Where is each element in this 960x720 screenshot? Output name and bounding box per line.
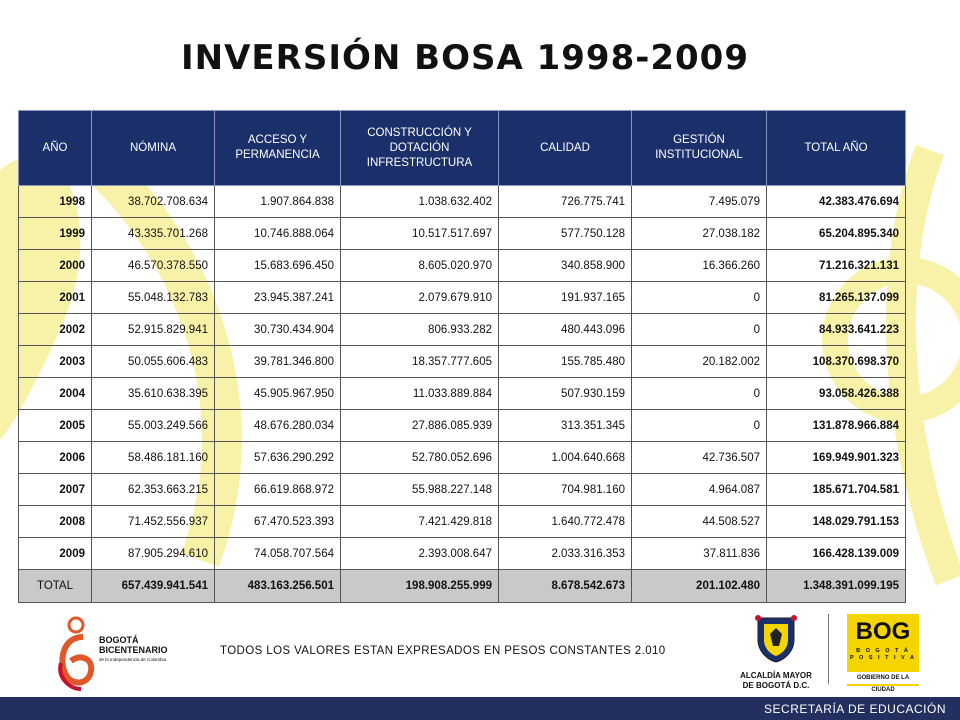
cell-construccion: 27.886.085.939	[341, 410, 499, 442]
bogota-positiva-logo	[847, 614, 919, 693]
cell-acceso: 1.907.864.838	[215, 186, 341, 218]
cell-nomina: 35.610.638.395	[92, 378, 215, 410]
cell-gestion: 0	[632, 378, 767, 410]
cell-construccion: 8.605.020.970	[341, 250, 499, 282]
bicentenario-line3: de la Independencia de Colombia	[99, 657, 167, 662]
cell-acceso: 23.945.387.241	[215, 282, 341, 314]
bicentenario-line2: BICENTENARIO	[99, 645, 168, 655]
cell-gestion: 0	[632, 314, 767, 346]
cell-year: 2000	[19, 250, 92, 282]
footer-bar	[0, 697, 960, 720]
cell-year: 1999	[19, 218, 92, 250]
cell-construccion: 10.517.517.697	[341, 218, 499, 250]
column-header-year: AÑO	[19, 111, 92, 186]
table-row	[19, 538, 906, 570]
cell-nomina: 43.335.701.268	[92, 218, 215, 250]
cell-nomina: 38.702.708.634	[92, 186, 215, 218]
cell-construccion: 52.780.052.696	[341, 442, 499, 474]
cell-gestion: 37.811.836	[632, 538, 767, 570]
column-header-total: TOTAL AÑO	[767, 111, 906, 186]
total-cell-acceso: 483.163.256.501	[215, 570, 341, 603]
cell-nomina: 55.048.132.783	[92, 282, 215, 314]
alcaldia-line1: ALCALDÍA MAYOR	[740, 671, 812, 680]
table-total-row	[19, 570, 906, 603]
cell-total: 84.933.641.223	[767, 314, 906, 346]
cell-total: 108.370.698.370	[767, 346, 906, 378]
cell-calidad: 191.937.165	[499, 282, 632, 314]
cell-acceso: 30.730.434.904	[215, 314, 341, 346]
cell-calidad: 155.785.480	[499, 346, 632, 378]
table-row	[19, 250, 906, 282]
investment-table	[18, 110, 905, 603]
logo-divider	[828, 614, 829, 684]
bicentenario-emblem-icon	[55, 615, 97, 693]
cell-total: 71.216.321.131	[767, 250, 906, 282]
cell-calidad: 340.858.900	[499, 250, 632, 282]
cell-calidad: 704.981.160	[499, 474, 632, 506]
table-row	[19, 346, 906, 378]
table-row	[19, 218, 906, 250]
cell-acceso: 45.905.967.950	[215, 378, 341, 410]
bog-gov-text: GOBIERNO DE LA CIUDAD	[847, 672, 919, 684]
cell-gestion: 0	[632, 282, 767, 314]
bogota-bicentenario-logo	[55, 615, 168, 698]
coat-of-arms-icon	[752, 612, 800, 664]
alcaldia-logo	[736, 612, 816, 691]
cell-total: 42.383.476.694	[767, 186, 906, 218]
bicentenario-line1: BOGOTÁ	[99, 635, 139, 645]
cell-total: 166.428.139.009	[767, 538, 906, 570]
cell-nomina: 62.353.663.215	[92, 474, 215, 506]
table-row	[19, 314, 906, 346]
cell-acceso: 74.058.707.564	[215, 538, 341, 570]
cell-acceso: 10.746.888.064	[215, 218, 341, 250]
cell-nomina: 71.452.556.937	[92, 506, 215, 538]
cell-gestion: 0	[632, 410, 767, 442]
column-header-acceso: ACCESO Y PERMANENCIA	[215, 111, 341, 186]
cell-construccion: 11.033.889.884	[341, 378, 499, 410]
cell-year: 2008	[19, 506, 92, 538]
cell-acceso: 39.781.346.800	[215, 346, 341, 378]
total-label: TOTAL	[19, 570, 92, 603]
footnote: TODOS LOS VALORES ESTAN EXPRESADOS EN PESOS CONSTANTES 2.010	[220, 645, 666, 657]
cell-construccion: 2.393.008.647	[341, 538, 499, 570]
cell-calidad: 1.004.640.668	[499, 442, 632, 474]
total-cell-gestion: 201.102.480	[632, 570, 767, 603]
table-row	[19, 282, 906, 314]
cell-year: 2009	[19, 538, 92, 570]
table-row	[19, 506, 906, 538]
cell-total: 185.671.704.581	[767, 474, 906, 506]
total-cell-nomina: 657.439.941.541	[92, 570, 215, 603]
cell-calidad: 480.443.096	[499, 314, 632, 346]
cell-acceso: 15.683.696.450	[215, 250, 341, 282]
table-row	[19, 474, 906, 506]
cell-year: 1998	[19, 186, 92, 218]
cell-gestion: 27.038.182	[632, 218, 767, 250]
bog-sub-line1: B O G O T Á	[856, 648, 910, 654]
cell-calidad: 2.033.316.353	[499, 538, 632, 570]
cell-total: 93.058.426.388	[767, 378, 906, 410]
cell-gestion: 44.508.527	[632, 506, 767, 538]
cell-construccion: 7.421.429.818	[341, 506, 499, 538]
cell-nomina: 87.905.294.610	[92, 538, 215, 570]
cell-nomina: 46.570.378.550	[92, 250, 215, 282]
cell-year: 2005	[19, 410, 92, 442]
cell-acceso: 66.619.868.972	[215, 474, 341, 506]
alcaldia-line2: DE BOGOTÁ D.C.	[742, 681, 810, 690]
table-row	[19, 442, 906, 474]
cell-calidad: 726.775.741	[499, 186, 632, 218]
cell-total: 169.949.901.323	[767, 442, 906, 474]
cell-year: 2002	[19, 314, 92, 346]
table-row	[19, 186, 906, 218]
cell-acceso: 67.470.523.393	[215, 506, 341, 538]
cell-nomina: 55.003.249.566	[92, 410, 215, 442]
cell-total: 148.029.791.153	[767, 506, 906, 538]
total-cell-total: 1.348.391.099.195	[767, 570, 906, 603]
cell-nomina: 50.055.606.483	[92, 346, 215, 378]
cell-construccion: 2.079.679.910	[341, 282, 499, 314]
cell-total: 131.878.966.884	[767, 410, 906, 442]
cell-nomina: 58.486.181.160	[92, 442, 215, 474]
cell-year: 2003	[19, 346, 92, 378]
cell-gestion: 20.182.002	[632, 346, 767, 378]
column-header-gestion: GESTIÓN INSTITUCIONAL	[632, 111, 767, 186]
bog-logo-text: BOG	[855, 618, 911, 645]
cell-calidad: 1.640.772.478	[499, 506, 632, 538]
cell-gestion: 16.366.260	[632, 250, 767, 282]
cell-construccion: 18.357.777.605	[341, 346, 499, 378]
cell-total: 65.204.895.340	[767, 218, 906, 250]
column-header-construccion: CONSTRUCCIÓN Y DOTACIÓN INFRESTRUCTURA	[341, 111, 499, 186]
cell-gestion: 42.736.507	[632, 442, 767, 474]
table-header-row	[19, 111, 906, 186]
column-header-nomina: NÓMINA	[92, 111, 215, 186]
table-row	[19, 378, 906, 410]
cell-year: 2007	[19, 474, 92, 506]
cell-year: 2006	[19, 442, 92, 474]
page-title: INVERSIÓN BOSA 1998-2009	[181, 38, 749, 78]
bog-sub-line2: P O S I T I V A	[849, 655, 917, 661]
cell-construccion: 1.038.632.402	[341, 186, 499, 218]
cell-acceso: 57.636.290.292	[215, 442, 341, 474]
cell-gestion: 4.964.087	[632, 474, 767, 506]
cell-construccion: 806.933.282	[341, 314, 499, 346]
total-cell-construccion: 198.908.255.999	[341, 570, 499, 603]
cell-gestion: 7.495.079	[632, 186, 767, 218]
cell-acceso: 48.676.280.034	[215, 410, 341, 442]
cell-total: 81.265.137.099	[767, 282, 906, 314]
cell-construccion: 55.988.227.148	[341, 474, 499, 506]
footer-label: SECRETARÍA DE EDUCACIÓN	[764, 702, 946, 716]
total-cell-calidad: 8.678.542.673	[499, 570, 632, 603]
cell-calidad: 507.930.159	[499, 378, 632, 410]
cell-calidad: 313.351.345	[499, 410, 632, 442]
column-header-calidad: CALIDAD	[499, 111, 632, 186]
cell-calidad: 577.750.128	[499, 218, 632, 250]
cell-year: 2001	[19, 282, 92, 314]
table-row	[19, 410, 906, 442]
cell-nomina: 52.915.829.941	[92, 314, 215, 346]
cell-year: 2004	[19, 378, 92, 410]
